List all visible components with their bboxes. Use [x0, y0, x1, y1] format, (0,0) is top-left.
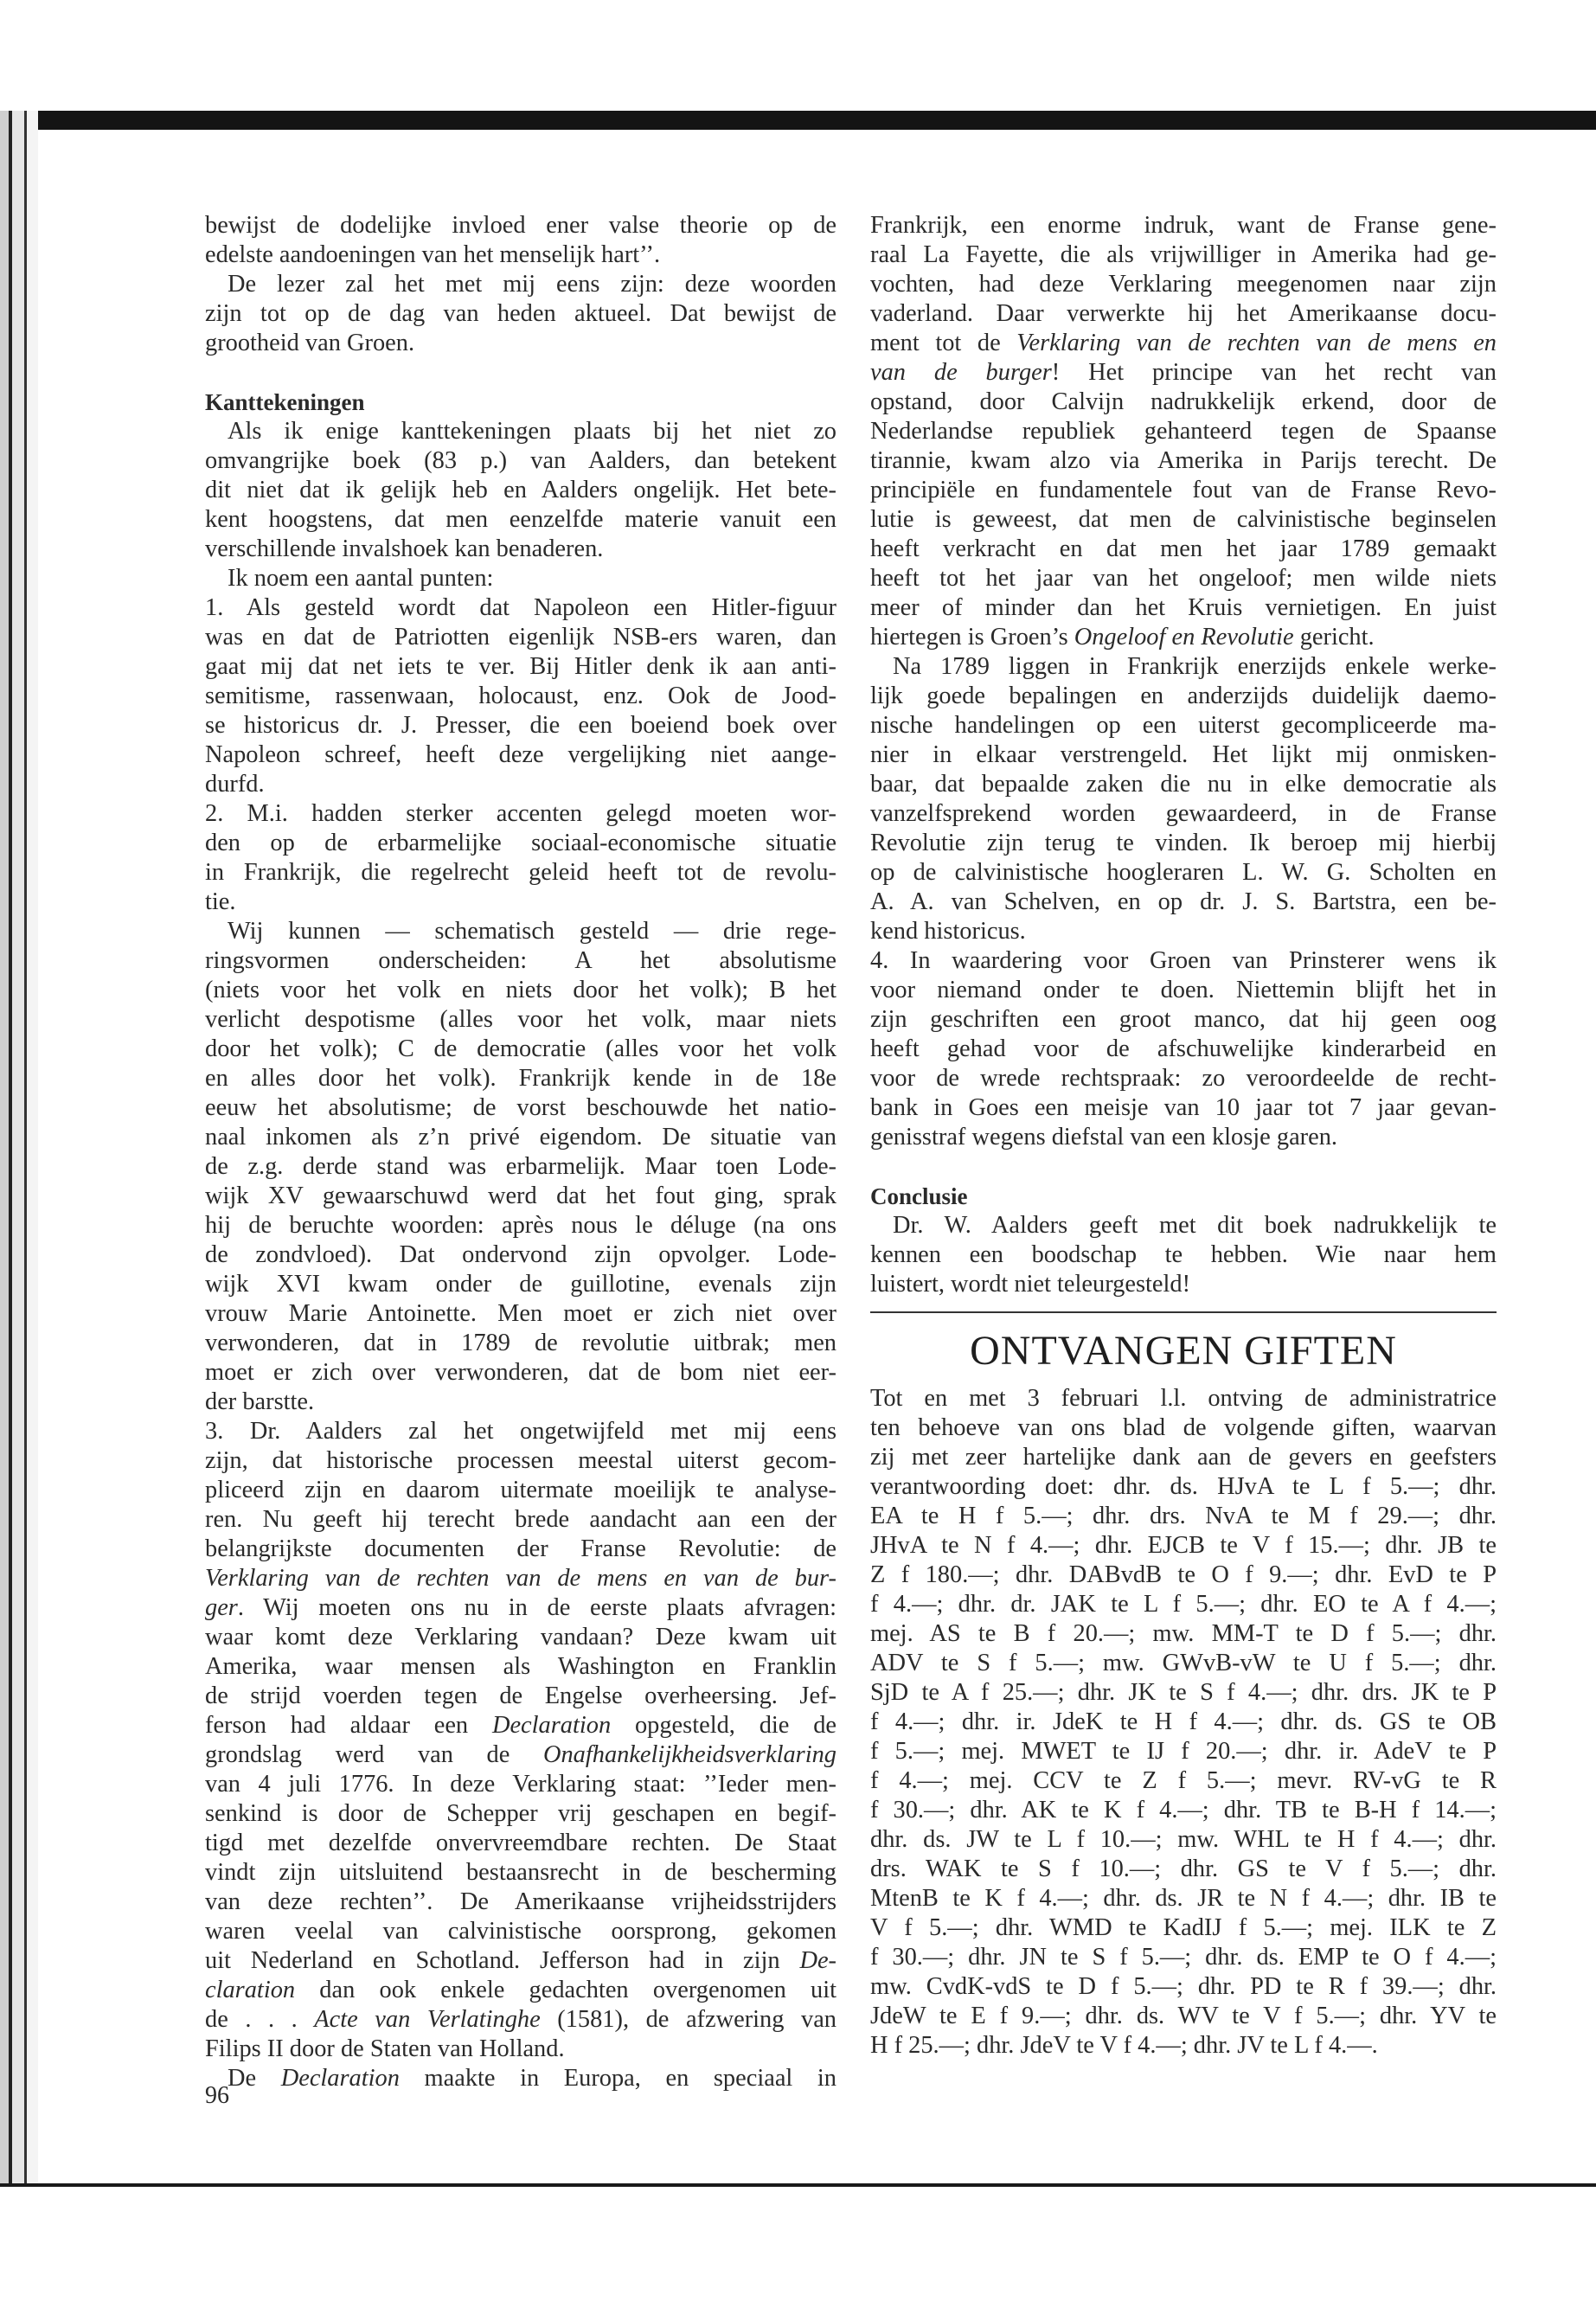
text-span: hiertegen is Groen’s [870, 624, 1074, 651]
text-span: . Wij moeten ons nu in de eerste plaats afvragen: [237, 1594, 836, 1621]
text-line: 3. Dr. Aalders zal het ongetwijfeld met mij eens [205, 1418, 836, 1445]
text-line: voor niemand onder te doen. Niettemin blijft het in [870, 977, 1497, 1003]
text-line: se historicus dr. J. Presser, die een boeiend boek over [205, 712, 836, 739]
text-line: senkind is door de Schepper vrij geschapen en begif- [205, 1800, 836, 1827]
text-line [205, 1564, 836, 1593]
text-line: H f 25.—; dhr. JdeV te V f 4.—; dhr. JV te L f 4.—. [870, 2032, 1378, 2059]
italic-text: ger [205, 1594, 238, 1621]
text-line: verantwoording doet: dhr. ds. HJvA te L f 5.—; dhr. [870, 1473, 1497, 1500]
text-line: semitisme, rassenwaan, holocaust, enz. Ook de Jood- [205, 683, 836, 709]
text-span: dan ook enkele gedachten overgenomen uit [295, 1977, 836, 2003]
italic-text: Ongeloof en Revolutie [1074, 624, 1294, 651]
text-line: wijk XVI kwam onder de guillotine, evenals zijn [205, 1271, 836, 1298]
text-span: opgesteld, die de [611, 1712, 836, 1739]
text-line: vrouw Marie Antoinette. Men moet er zich niet over [205, 1300, 836, 1327]
right-column [870, 211, 1497, 2061]
blank-line [205, 358, 836, 388]
page-number: 96 [205, 2082, 229, 2109]
text-line: gaat mij dat net iets te ver. Bij Hitler denk ik aan anti- [205, 653, 836, 680]
text-line: moet er zich over verwonderen, dat de bom niet eer- [205, 1359, 836, 1386]
text-line: kennen een boodschap te hebben. Wie naar hem [870, 1241, 1497, 1268]
text-span: gericht. [1293, 624, 1375, 651]
text-line: Als ik enige kanttekeningen plaats bij het niet zo [228, 418, 836, 445]
text-line: den op de erbarmelijke sociaal-economische situatie [205, 830, 836, 856]
text-line: Ik noem een aantal punten: [228, 565, 494, 592]
text-line: in Frankrijk, die regelrecht geleid heeft tot de revolu- [205, 859, 836, 886]
italic-text: Onafhankelijkheidsverklaring [542, 1741, 836, 1768]
text-line: tirannie, kwam alzo via Amerika in Parijs terecht. De [870, 447, 1497, 474]
text-line: ringsvormen onderscheiden: A het absolutisme [205, 947, 836, 974]
text-line: vanzelfsprekend worden gewaardeerd, in de Franse [870, 800, 1497, 827]
text-line: zijn tot op de dag van heden aktueel. Dat bewijst de [205, 300, 836, 327]
text-span: ! Het principe van het recht van [1051, 359, 1497, 386]
text-line: bewijst de dodelijke invloed ener valse theorie op de [205, 212, 836, 239]
text-line: mej. AS te B f 20.—; mw. MM-T te D f 5.—; dhr. [870, 1620, 1497, 1647]
text-line: Napoleon schreef, heeft deze vergelijking niet aange- [205, 741, 836, 768]
text-line: JdeW te E f 9.—; dhr. ds. WV te V f 5.—; dhr. YV te [870, 2003, 1497, 2029]
text-line [205, 1976, 836, 2005]
text-line [870, 358, 1497, 388]
text-line: drs. WAK te S f 10.—; dhr. GS te V f 5.—; dhr. [870, 1856, 1497, 1882]
left-column [205, 211, 836, 2093]
text-line: van deze rechten’’. De Amerikaanse vrijheidsstrijders [205, 1888, 836, 1915]
text-line: ren. Nu geeft hij terecht brede aandacht aan een der [205, 1506, 836, 1533]
text-line: waar komt deze Verklaring vandaan? Deze kwam uit [205, 1624, 836, 1650]
text-line: luistert, wordt niet teleurgesteld! [870, 1271, 1191, 1298]
italic-text: Verklaring van de rechten van de mens en [1016, 330, 1497, 356]
text-line: raal La Fayette, die als vrijwilliger in Amerika had ge- [870, 241, 1497, 268]
text-line: SjD te A f 25.—; dhr. JK te S f 4.—; dhr. drs. JK te P [870, 1679, 1497, 1706]
section-heading: Conclusie [870, 1183, 968, 1209]
text-line: De lezer zal het met mij eens zijn: deze woorden [228, 271, 836, 298]
text-line: principiële en fundamentele fout van de Franse Revo- [870, 477, 1497, 503]
text-line: mw. CvdK-vdS te D f 5.—; dhr. PD te R f 39.—; dhr. [870, 1973, 1497, 2000]
text-line: wijk XV gewaarschuwd werd dat het fout ging, sprak [205, 1183, 836, 1209]
text-line: f 30.—; dhr. AK te K f 4.—; dhr. TB te B-H f 14.—; [870, 1797, 1497, 1823]
text-line: Frankrijk, een enorme indruk, want de Franse gene- [870, 212, 1497, 239]
text-line: 1. Als gesteld wordt dat Napoleon een Hitler-figuur [205, 594, 836, 621]
italic-text: claration [205, 1977, 296, 2003]
text-line: nische handelingen op een uiterst gecompliceerde ma- [870, 712, 1497, 739]
text-line: f 30.—; dhr. JN te S f 5.—; dhr. ds. EMP te O f 4.—; [870, 1944, 1497, 1971]
blank-line [870, 1152, 1497, 1182]
text-line [205, 1711, 836, 1740]
text-line: voor de wrede rechtspraak: zo veroordeelde de recht- [870, 1065, 1497, 1092]
scan-border-top [0, 111, 1596, 130]
text-line: A. A. van Schelven, en op dr. J. S. Bartstra, een be- [870, 888, 1497, 915]
italic-text: Declaration [280, 2065, 400, 2092]
text-line: 4. In waardering voor Groen van Prinsterer wens ik [870, 947, 1497, 974]
text-line: Amerika, waar mensen als Washington en Franklin [205, 1653, 836, 1680]
text-line: bank in Goes een meisje van 10 jaar tot 7 jaar gevan- [870, 1094, 1497, 1121]
text-line: MtenB te K f 4.—; dhr. ds. JR te N f 4.—; dhr. IB te [870, 1885, 1497, 1912]
text-line: belangrijkste documenten der Franse Revolutie: de [205, 1535, 836, 1562]
text-line: heeft gehad voor de afschuwelijke kinderarbeid en [870, 1035, 1497, 1062]
text-line: edelste aandoeningen van het menselijk hart’’. [205, 241, 661, 268]
text-line: (niets voor het volk en niets door het volk); B het [205, 977, 836, 1003]
text-line: de z.g. derde stand was erbarmelijk. Maar toen Lode- [205, 1153, 836, 1180]
italic-text: De- [799, 1947, 836, 1974]
text-line: f 4.—; dhr. dr. JAK te L f 5.—; dhr. EO te A f 4.—; [870, 1591, 1497, 1618]
text-line: ten behoeve van ons blad de volgende giften, waarvan [870, 1414, 1497, 1441]
text-line: Dr. W. Aalders geeft met dit boek nadrukkelijk te [893, 1212, 1497, 1239]
text-line: waren veelal van calvinistische oorsprong, gekomen [205, 1918, 836, 1945]
italic-text: Verklaring van de rechten van de mens en van de bur- [205, 1565, 836, 1592]
text-line: heeft tot het jaar van het ongeloof; men wilde niets [870, 565, 1497, 592]
text-line: JHvA te N f 4.—; dhr. EJCB te V f 15.—; dhr. JB te [870, 1532, 1497, 1559]
text-line: en alles door het volk). Frankrijk kende in de 18e [205, 1065, 836, 1092]
text-line: lijk goede bepalingen en anderzijds duidelijk daemo- [870, 683, 1497, 709]
text-line: verwonderen, dat in 1789 de revolutie uitbrak; men [205, 1330, 836, 1356]
text-line: baar, dat bepaalde zaken die nu in elke democratie als [870, 771, 1497, 798]
text-line: eeuw het absolutisme; de vorst beschouwde het natio- [205, 1094, 836, 1121]
text-span: de . . . [205, 2006, 315, 2033]
text-line: der barstte. [205, 1388, 315, 1415]
text-line: Wij kunnen — schematisch gesteld — drie rege- [228, 918, 836, 945]
text-line: hij de beruchte woorden: après nous le déluge (na ons [205, 1212, 836, 1239]
text-line: genisstraf wegens diefstal van een klosje garen. [870, 1124, 1338, 1150]
text-line: omvangrijke boek (83 p.) van Aalders, dan betekent [205, 447, 836, 474]
text-line: lutie is geweest, dat men de calvinistische beginselen [870, 506, 1497, 533]
text-line: Nederlandse republiek gehanteerd tegen de Spaanse [870, 418, 1497, 445]
text-line: verschillende invalshoek kan benaderen. [205, 535, 604, 562]
text-line: EA te H f 5.—; dhr. drs. NvA te M f 29.—; dhr. [870, 1503, 1497, 1529]
text-span: (1581), de afzwering van [540, 2006, 836, 2033]
text-line: vochten, had deze Verklaring meegenomen naar zijn [870, 271, 1497, 298]
text-line: f 4.—; mej. CCV te Z f 5.—; mevr. RV-vG te R [870, 1767, 1497, 1794]
text-line: meer of minder dan het Kruis vernietigen. En juist [870, 594, 1497, 621]
italic-text: van de burger [870, 359, 1052, 386]
text-line: opstand, door Calvijn nadrukkelijk erkend, door de [870, 388, 1497, 415]
text-line: vindt zijn uitsluitend bestaansrecht in de bescherming [205, 1859, 836, 1886]
text-line: kend historicus. [870, 918, 1026, 945]
text-line: zijn, dat historische processen meestal uiterst gecom- [205, 1447, 836, 1474]
text-span: De [228, 2065, 281, 2092]
section-divider [870, 1311, 1497, 1313]
text-line: f 5.—; mej. MWET te IJ f 20.—; dhr. ir. AdeV te P [870, 1738, 1497, 1765]
text-line: op de calvinistische hoogleraren L. W. G. Scholten en [870, 859, 1497, 886]
text-line: Na 1789 liggen in Frankrijk enerzijds enkele werke- [893, 653, 1497, 680]
scan-border-left [0, 111, 38, 2187]
text-line [205, 1946, 836, 1976]
text-line [870, 329, 1497, 358]
text-line: verlicht despotisme (alles voor het volk, maar niets [205, 1006, 836, 1033]
text-line: de zondvloed). Dat ondervond zijn opvolger. Lode- [205, 1241, 836, 1268]
text-line: de strijd voerden tegen de Engelse overheersing. Jef- [205, 1682, 836, 1709]
text-line: vaderland. Daar verwerkte hij het Amerikaanse docu- [870, 300, 1497, 327]
text-line: door het volk); C de democratie (alles voor het volk [205, 1035, 836, 1062]
text-line: dit niet dat ik gelijk heb en Aalders ongelijk. Het bete- [205, 477, 836, 503]
text-span: maakte in Europa, en speciaal in [399, 2065, 836, 2092]
article-title: ONTVANGEN GIFTEN [970, 1328, 1397, 1374]
text-line: dhr. ds. JW te L f 10.—; mw. WHL te H f 4.—; dhr. [870, 1826, 1497, 1853]
text-line: heeft verkracht en dat men het jaar 1789 gemaakt [870, 535, 1497, 562]
text-line: van 4 juli 1776. In deze Verklaring staat: ’’Ieder men- [205, 1771, 836, 1798]
italic-text: Acte van Verlatinghe [314, 2006, 541, 2033]
text-line: Filips II door de Staten van Holland. [205, 2035, 565, 2062]
text-line [205, 1740, 836, 1770]
text-line [870, 623, 1497, 652]
text-span: uit Nederland en Schotland. Jefferson had in zijn [205, 1947, 800, 1974]
text-line: zij met zeer hartelijke dank aan de gevers en geefsters [870, 1444, 1497, 1471]
text-line: Tot en met 3 februari l.l. ontving de administratrice [870, 1385, 1497, 1412]
text-line: zijn geschriften een groot manco, dat hij geen oog [870, 1006, 1497, 1033]
text-line: Z f 180.—; dhr. DABvdB te O f 9.—; dhr. EvD te P [870, 1561, 1497, 1588]
italic-text: Declaration [491, 1712, 612, 1739]
text-line: pliceerd zijn en daarom uitermate moeilijk te analyse- [205, 1477, 836, 1503]
text-line: V f 5.—; dhr. WMD te KadIJ f 5.—; mej. ILK te Z [870, 1914, 1497, 1941]
text-line [205, 2005, 836, 2035]
text-line: was en dat de Patriotten eigenlijk NSB-ers waren, dan [205, 624, 836, 651]
text-line: Revolutie zijn terug te vinden. Ik beroep mij hierbij [870, 830, 1497, 856]
text-line: ADV te S f 5.—; mw. GWvB-vW te U f 5.—; dhr. [870, 1650, 1497, 1676]
text-line [205, 1593, 836, 1623]
text-line: tie. [205, 888, 236, 915]
scan-border-bottom [0, 2183, 1596, 2187]
text-line: tigd met dezelfde onvervreemdbare rechten. De Staat [205, 1830, 836, 1856]
text-line: durfd. [205, 771, 265, 798]
text-line: f 4.—; dhr. ir. JdeK te H f 4.—; dhr. ds. GS te OB [870, 1708, 1497, 1735]
text-line: kent hoogstens, dat men eenzelfde materie vanuit een [205, 506, 836, 533]
text-span: ferson had aldaar een [205, 1712, 492, 1739]
text-line: naal inkomen als z’n privé eigendom. De situatie van [205, 1124, 836, 1150]
text-span: grondslag werd van de [205, 1741, 543, 1768]
text-line: 2. M.i. hadden sterker accenten gelegd moeten wor- [205, 800, 836, 827]
text-line [205, 2064, 836, 2093]
text-line: grootheid van Groen. [205, 330, 415, 356]
text-line: nier in elkaar verstrengeld. Het lijkt mij onmisken- [870, 741, 1497, 768]
text-span: ment tot de [870, 330, 1017, 356]
section-heading: Kanttekeningen [205, 389, 365, 415]
